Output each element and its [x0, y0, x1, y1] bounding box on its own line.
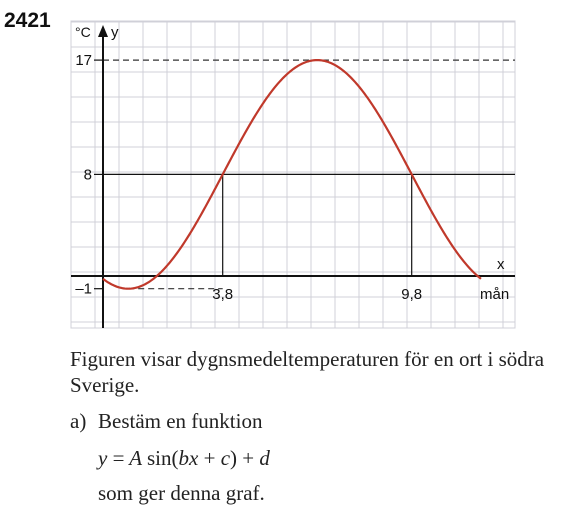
formula-a: A	[129, 446, 142, 470]
formula-plus2: +	[242, 446, 255, 470]
x-tick-label: 3,8	[212, 286, 234, 303]
y-axis-arrow	[98, 25, 108, 37]
formula-plus1: +	[203, 446, 216, 470]
problem-text	[70, 346, 570, 506]
conclusion: som ger denna graf.	[98, 481, 265, 505]
task-a	[70, 408, 570, 434]
formula-close: )	[230, 446, 238, 470]
y-tick-label: 17	[75, 52, 92, 70]
problem-number: 2421	[4, 9, 51, 32]
x-tick-label: 9,8	[401, 286, 423, 303]
formula-d: d	[259, 446, 270, 470]
formula-lhs: y	[98, 446, 108, 470]
tick-labels	[75, 24, 509, 303]
y-axis-label: y	[111, 24, 119, 41]
formula-eq: =	[112, 446, 125, 470]
formula-open: (	[171, 446, 179, 470]
formula-bx: bx	[178, 446, 199, 470]
y-unit-label: °C	[75, 24, 91, 40]
formula-c: c	[220, 446, 231, 470]
x-unit-label: mån	[480, 286, 510, 303]
y-tick-label: –1	[75, 280, 92, 298]
task-a-text: Bestäm en funktion	[98, 409, 263, 433]
formula	[98, 445, 570, 471]
task-a-label: a)	[70, 409, 87, 433]
description-paragraph: Figuren visar dygnsmedeltemperaturen för en ort i södra Sverige.	[70, 347, 545, 397]
formula-sin: sin	[147, 446, 172, 470]
x-axis-label: x	[497, 256, 505, 273]
guide-lines	[103, 60, 515, 289]
y-tick-label: 8	[83, 166, 92, 184]
